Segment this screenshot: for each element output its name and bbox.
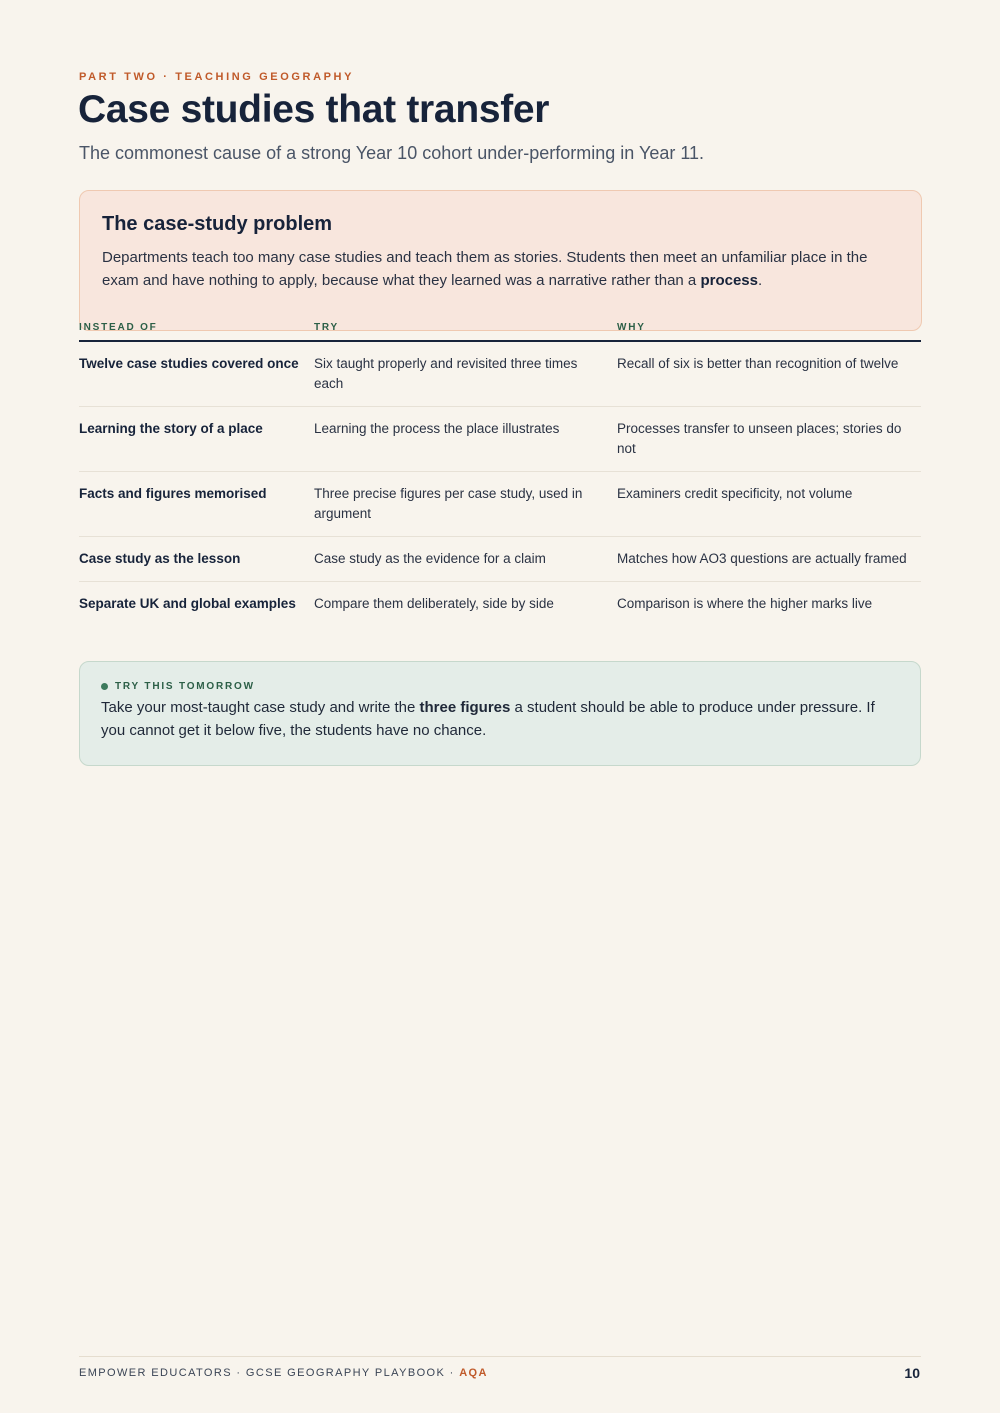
cell-instead-of: Separate UK and global examples xyxy=(79,596,296,611)
cell-why: Matches how AO3 questions are actually framed xyxy=(617,537,921,582)
cell-try: Three precise figures per case study, used in argument xyxy=(314,472,617,537)
table-header-row xyxy=(79,322,921,341)
cell-try: Case study as the evidence for a claim xyxy=(314,537,617,582)
page-number: 10 xyxy=(904,1365,920,1381)
cell-try: Learning the process the place illustrates xyxy=(314,407,617,472)
cell-why: Examiners credit specificity, not volume xyxy=(617,472,921,537)
problem-text xyxy=(102,246,899,292)
problem-text-emphasis: process xyxy=(700,272,758,289)
tip-text-main: Take your most-taught case study and write the xyxy=(101,699,420,716)
cell-instead-of: Learning the story of a place xyxy=(79,407,314,472)
cell-instead-of: Facts and figures memorised xyxy=(79,472,314,537)
tip-text xyxy=(101,696,900,742)
bullet-dot-icon xyxy=(101,683,108,690)
tip-text-emphasis: three figures xyxy=(419,699,511,716)
cell-try: Compare them deliberately, side by side xyxy=(314,596,554,611)
page-subtitle: The commonest cause of a strong Year 10 cohort under-performing in Year 11. xyxy=(79,143,705,163)
tip-callout xyxy=(79,661,921,766)
comparison-table xyxy=(79,322,921,626)
table-row xyxy=(79,407,921,472)
column-header-instead-of: INSTEAD OF xyxy=(79,322,314,341)
page-title: Case studies that transfer xyxy=(78,88,550,131)
cell-why: Comparison is where the higher marks live xyxy=(617,596,873,611)
table-row xyxy=(79,341,921,407)
table-row xyxy=(79,582,921,627)
problem-text-end: . xyxy=(757,272,763,289)
tip-label-text: TRY THIS TOMORROW xyxy=(115,681,255,692)
cell-instead-of: Twelve case studies covered once xyxy=(79,341,314,407)
footer-publication-text: EMPOWER EDUCATORS · GCSE GEOGRAPHY PLAYBOOK · xyxy=(79,1367,460,1379)
problem-heading: The case-study problem xyxy=(102,213,333,235)
cell-instead-of: Case study as the lesson xyxy=(79,537,314,582)
problem-callout xyxy=(79,190,922,331)
column-header-try: TRY xyxy=(314,322,617,341)
section-eyebrow: PART TWO · TEACHING GEOGRAPHY xyxy=(79,71,355,83)
cell-why: Processes transfer to unseen places; stories do not xyxy=(617,407,921,472)
footer-divider xyxy=(79,1356,921,1357)
column-header-why: WHY xyxy=(617,322,921,341)
table-row xyxy=(79,472,921,537)
table-row xyxy=(79,537,921,582)
footer-board: AQA xyxy=(459,1367,488,1379)
problem-text-main: Departments teach too many case studies and teach them as stories. Students then meet an unfamiliar place in the exam and have nothing to apply, because what they learned was a narrative rather than a xyxy=(102,249,868,289)
tip-text-end: a student should be able to produce under pressure. If you cannot get it below five, the students have no chance. xyxy=(101,699,875,739)
cell-why: Recall of six is better than recognition of twelve xyxy=(617,341,921,407)
footer-publication xyxy=(79,1367,488,1379)
cell-try: Six taught properly and revisited three times each xyxy=(314,341,617,407)
tip-label xyxy=(101,681,900,692)
